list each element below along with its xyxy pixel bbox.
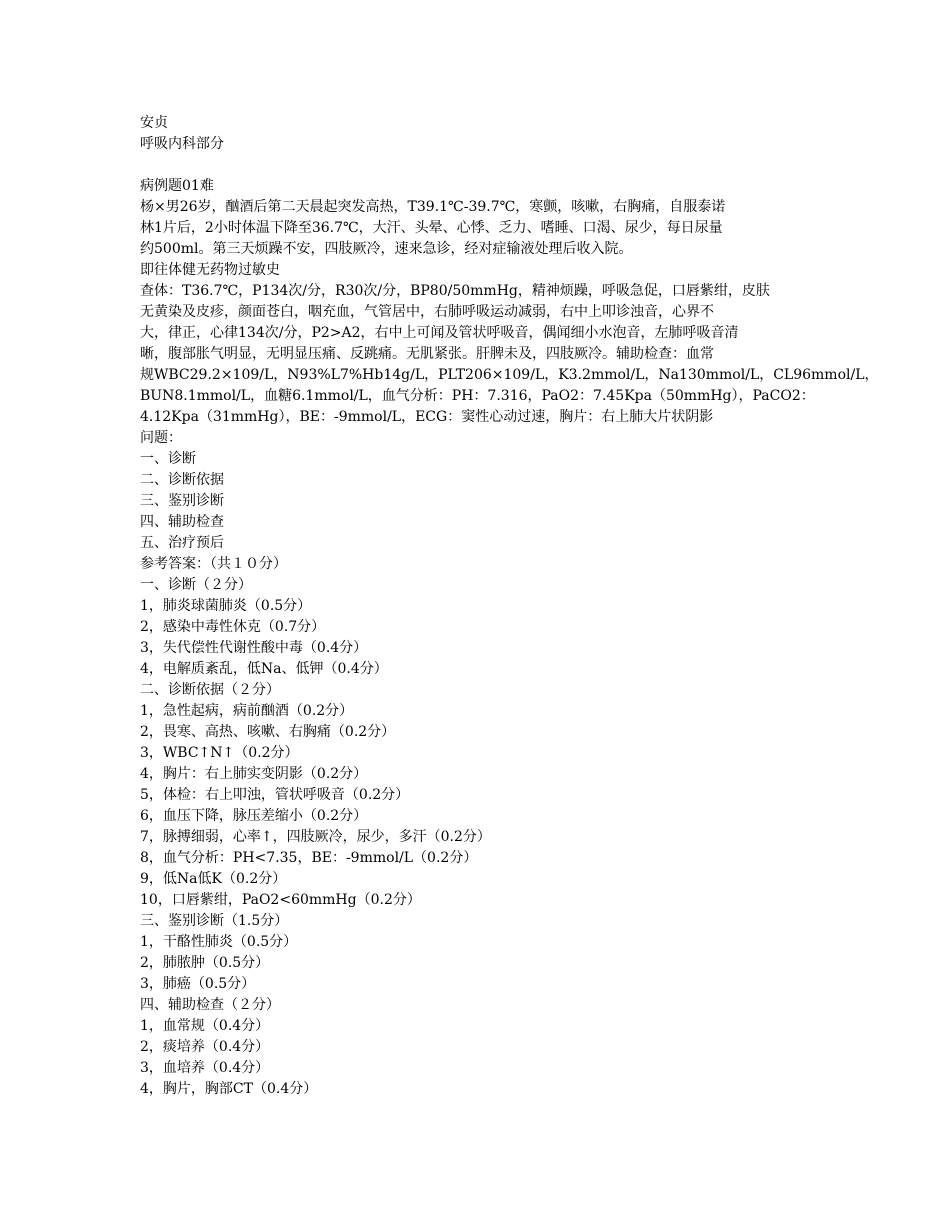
answer-line: 7，脉搏细弱，心率↑，四肢厥冷，尿少，多汗（0.2分）: [140, 829, 491, 845]
answer-line: 10，口唇紫绀，PaO2<60mmHg（0.2分）: [140, 892, 421, 908]
answer-line: 1，血常规（0.4分）: [140, 1018, 270, 1034]
case-history: [140, 197, 815, 260]
case-history-line: 杨×男26岁，酗酒后第二天晨起突发高热，T39.1℃-39.7℃，寒颤，咳嗽，右胸痛，自服泰诺: [140, 199, 726, 215]
document-page: [140, 113, 879, 1100]
exam-line: 晰，腹部胀气明显，无明显压痛、反跳痛。无肌紧张。肝脾未及，四肢厥冷。辅助检查：血常: [140, 346, 714, 362]
exam-line: 4.12Kpa（31mmHg），BE：-9mmol/L，ECG：窦性心动过速，胸片：右上肺大片状阴影: [140, 409, 714, 425]
answer-line: 9，低Na低K（0.2分）: [140, 871, 287, 887]
case-history-line: 林1片后，2小时体温下降至36.7℃，大汗、头晕、心悸、乏力、嗜睡、口渴、尿少，每日尿量: [140, 220, 723, 236]
answer-line: 3，血培养（0.4分）: [140, 1060, 270, 1076]
answer-line: 3，WBC↑N↑（0.2分）: [140, 745, 299, 761]
answer-line: 2，痰培养（0.4分）: [140, 1039, 270, 1055]
department-title: 呼吸内科部分: [140, 136, 224, 152]
exam-line: BUN8.1mmol/L，血糖6.1mmol/L，血气分析：PH：7.316，PaO2：7.45Kpa（50mmHg），PaCO2：: [140, 388, 815, 404]
answer-line: 4，电解质紊乱，低Na、低钾（0.4分）: [140, 661, 388, 677]
exam-line: 大，律正，心律134次/分，P2>A2，右中上可闻及管状呼吸音，偶闻细小水泡音，左肺呼吸音清: [140, 325, 739, 341]
exam-line: 无黄染及皮疹，颜面苍白，咽充血，气管居中，右肺呼吸运动减弱，右中上叩诊浊音，心界不: [140, 304, 714, 320]
exam-line: 查体：T36.7℃，P134次/分，R30次/分，BP80/50mmHg，精神烦躁，呼吸急促，口唇紫绀，皮肤: [140, 283, 770, 299]
answer-line: 四、辅助检查（２分）: [140, 997, 280, 1013]
answer-line: 1，肺炎球菌肺炎（0.5分）: [140, 598, 312, 614]
physical-exam: [140, 281, 879, 428]
answer-line: 1，干酪性肺炎（0.5分）: [140, 934, 298, 950]
case-title: 病例题01难: [140, 178, 214, 194]
answer-line: 2，畏寒、高热、咳嗽、右胸痛（0.2分）: [140, 724, 396, 740]
answers-list: [140, 575, 815, 1100]
answer-line: 4，胸片，胸部CT（0.4分）: [140, 1081, 318, 1097]
author-name: 安贞: [140, 115, 168, 131]
answer-line: 3，失代偿性代谢性酸中毒（0.4分）: [140, 640, 368, 656]
questions-list: [140, 449, 815, 554]
answer-line: 1，急性起病，病前酗酒（0.2分）: [140, 703, 354, 719]
answer-line: 2，肺脓肿（0.5分）: [140, 955, 270, 971]
answer-line: 2，感染中毒性休克（0.7分）: [140, 619, 326, 635]
question-item: 五、治疗预后: [140, 535, 224, 551]
answer-line: 4，胸片：右上肺实变阴影（0.2分）: [140, 766, 368, 782]
case-history-line: 约500ml。第三天烦躁不安，四肢厥冷，速来急诊，经对症输液处理后收入院。: [140, 241, 633, 257]
spacer: [140, 155, 815, 176]
past-history: 即往体健无药物过敏史: [140, 262, 280, 278]
exam-line: 规WBC29.2×109/L，N93%L7%Hb14g/L，PLT206×109/L，K3.2mmol/L，Na130mmol/L，CL96mmol/L，: [140, 367, 879, 383]
answer-line: 8，血气分析：PH<7.35，BE：-9mmol/L（0.2分）: [140, 850, 478, 866]
answer-line: 三、鉴别诊断（1.5分）: [140, 913, 289, 929]
question-item: 四、辅助检查: [140, 514, 224, 530]
answer-line: 一、诊断（２分）: [140, 577, 252, 593]
answer-line: 3，肺癌（0.5分）: [140, 976, 256, 992]
question-item: 二、诊断依据: [140, 472, 224, 488]
answer-line: 5，体检：右上叩浊，管状呼吸音（0.2分）: [140, 787, 410, 803]
questions-label: 问题：: [140, 430, 182, 446]
answer-line: 6，血压下降，脉压差缩小（0.2分）: [140, 808, 368, 824]
question-item: 三、鉴别诊断: [140, 493, 224, 509]
answer-line: 二、诊断依据（２分）: [140, 682, 280, 698]
answers-label: 参考答案：（共１０分）: [140, 556, 287, 572]
question-item: 一、诊断: [140, 451, 196, 467]
